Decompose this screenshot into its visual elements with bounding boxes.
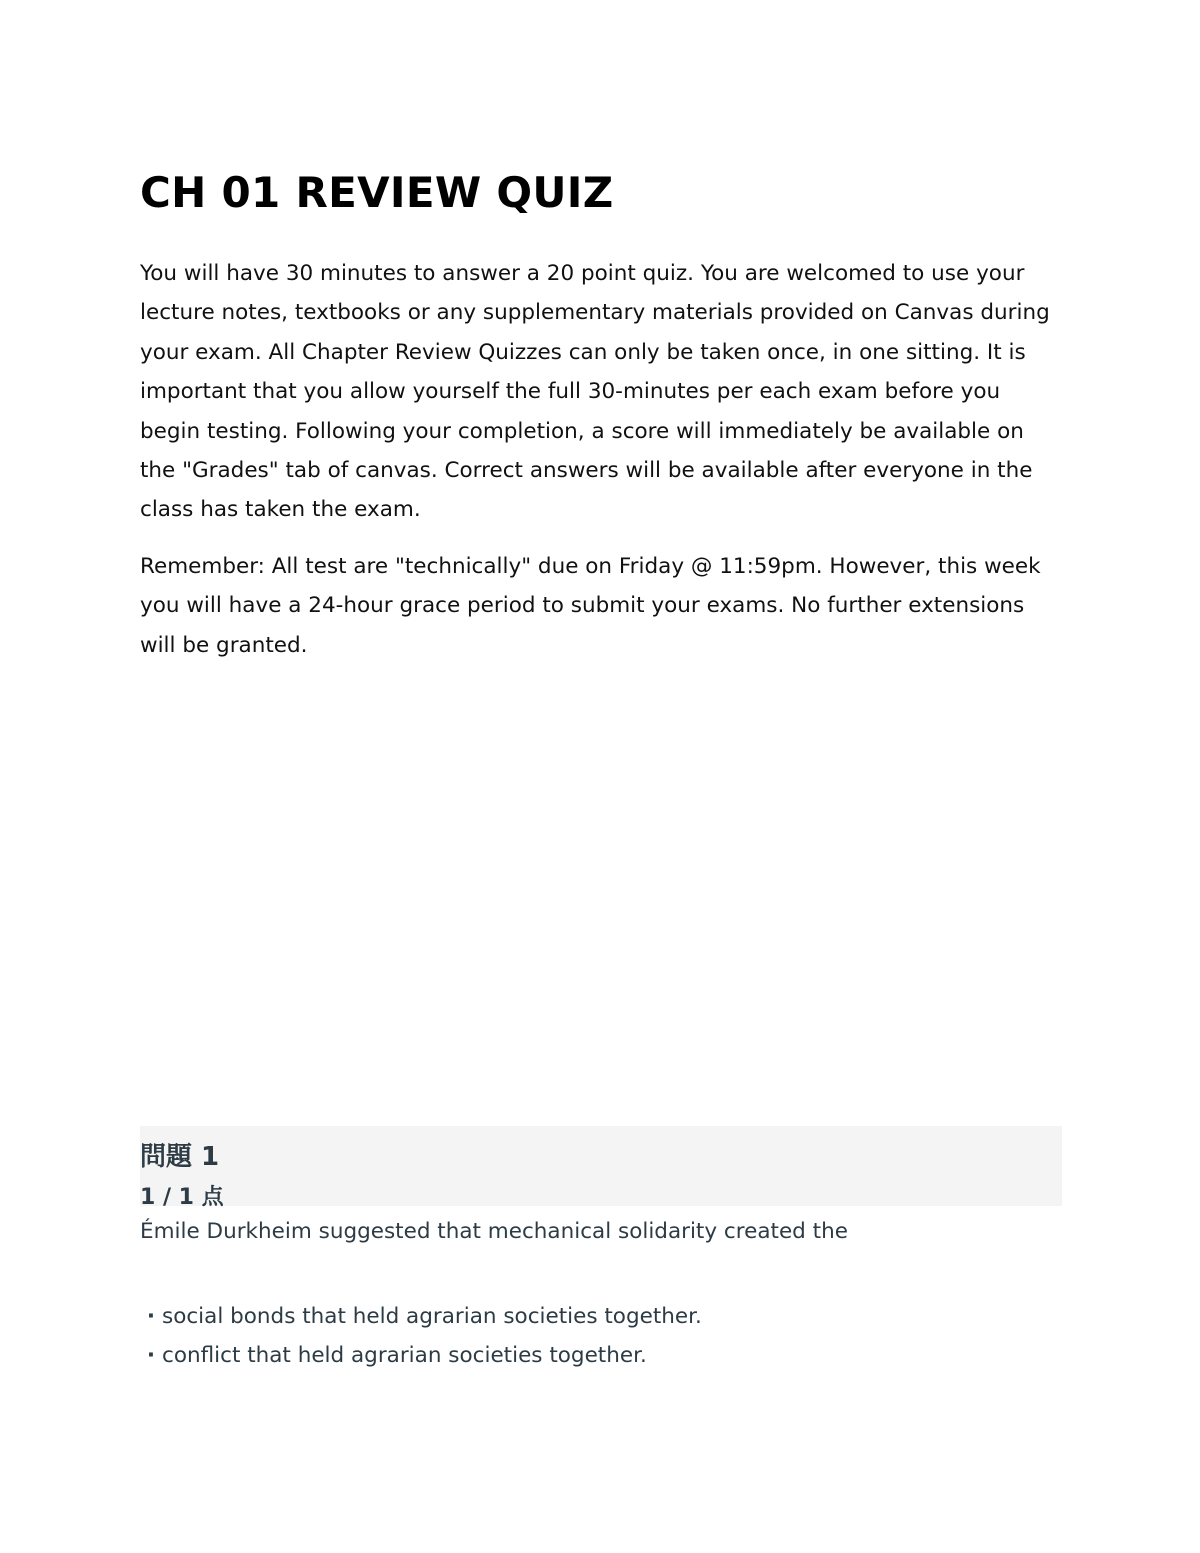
question-number: 問題 1 (140, 1142, 220, 1172)
answer-list (140, 1297, 702, 1375)
question-header (140, 1126, 1062, 1210)
question-prompt: Émile Durkheim suggested that mechanical solidarity created the (140, 1219, 848, 1244)
quiz-title: CH 01 REVIEW QUIZ (140, 168, 614, 217)
bullet-icon: · (146, 1304, 156, 1329)
question-points: 1 / 1 点 (140, 1185, 224, 1210)
answer-text: conflict that held agrarian societies together. (162, 1343, 647, 1368)
reminder-paragraph: Remember: All test are "technically" due on Friday @ 11:59pm. However, this week you will have a 24-hour grace period to submit your exams. No further extensions will be granted. (140, 553, 1041, 658)
quiz-instructions (140, 254, 1062, 682)
answer-option-2[interactable] (140, 1336, 702, 1375)
instructions-paragraph: You will have 30 minutes to answer a 20 point quiz. You are welcomed to use your lecture notes, textbooks or any supplementary materials provided on Canvas during your exam. All Chapter Review Quizzes can only be taken once, in one sitting. It is important that you allow yourself the full 30-minutes per each exam before you begin testing. Following your completion, a score will immediately be available on the "Grades" tab of canvas. Correct answers will be available after everyone in the class has taken the exam. (140, 261, 1050, 523)
answer-option-1[interactable] (140, 1297, 702, 1336)
bullet-icon: · (146, 1343, 156, 1368)
answer-text: social bonds that held agrarian societies together. (162, 1304, 702, 1329)
